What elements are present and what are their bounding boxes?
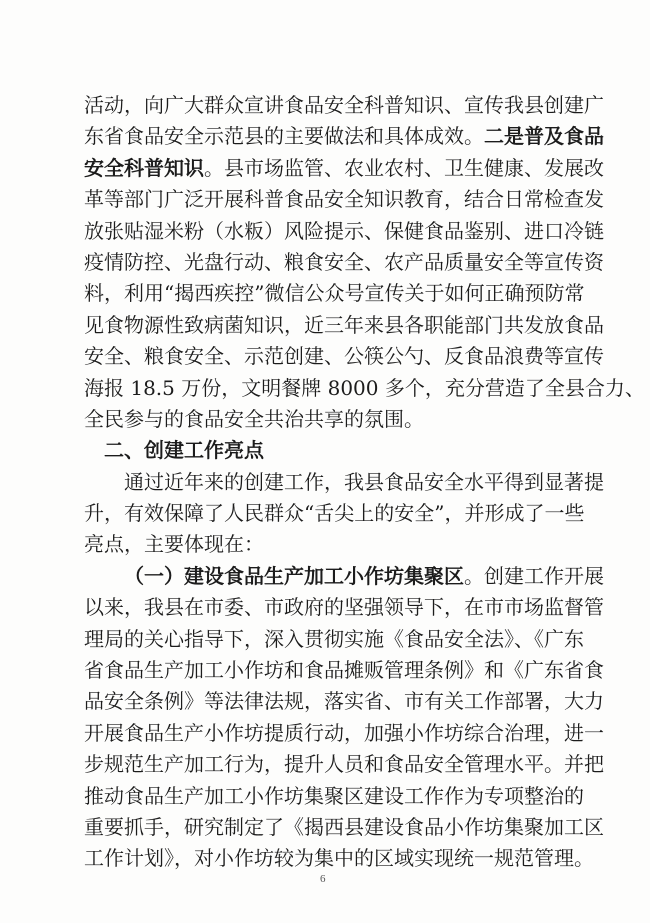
text-run: 疫情防控、光盘行动、粮食安全、农产品质量安全等宣传资	[84, 249, 604, 274]
text-run: 品安全条例》等法律法规，落实省、市有关工作部署，大力	[84, 689, 604, 714]
text-run: 放张贴湿米粉（水粄）风险提示、保健食品鉴别、进口冷链	[84, 218, 604, 243]
paragraph-workshop-cluster	[84, 561, 604, 875]
text-run: 开展食品生产小作坊提质行动，加强小作坊综合治理，进一	[84, 720, 604, 745]
text-run: 革等部门广泛开展科普食品安全知识教育，结合日常检查发	[84, 187, 604, 212]
text-run: 步规范生产加工行为，提升人员和食品安全管理水平。并把	[84, 752, 604, 777]
text-line	[84, 467, 604, 498]
text-line	[84, 404, 584, 435]
text-run: 工作计划》，对小作坊较为集中的区域实现统一规范管理。	[84, 846, 594, 871]
text-run: 。创建工作开展	[464, 563, 604, 588]
text-line	[84, 592, 604, 623]
text-line	[84, 561, 604, 592]
text-line	[84, 781, 584, 812]
text-line	[84, 278, 584, 309]
text-line	[84, 812, 604, 843]
text-run: 料，利用“揭西疾控”微信公众号宣传关于如何正确预防常	[84, 281, 585, 306]
paragraph-highlights-intro	[84, 467, 604, 561]
text-line	[84, 686, 604, 717]
page-number: 6	[320, 873, 326, 885]
text-run: 亮点，主要体现在：	[84, 532, 264, 557]
text-run: 推动食品生产加工小作坊集聚区建设工作作为专项整治的	[84, 783, 584, 808]
bold-text-run: 安全科普知识	[84, 155, 204, 180]
text-run: 重要抓手，研究制定了《揭西县建设食品小作坊集聚加工区	[84, 814, 604, 839]
text-run: 通过近年来的创建工作，我县食品安全水平得到显著提	[124, 469, 604, 494]
text-line	[84, 153, 604, 184]
text-line	[84, 655, 604, 686]
text-line	[84, 718, 604, 749]
text-run: 省食品生产加工小作坊和食品摊贩管理条例》和《广东省食	[84, 658, 604, 683]
text-line	[84, 341, 604, 372]
bold-text-run: （一）建设食品生产加工小作坊集聚区	[124, 563, 464, 588]
text-line	[84, 749, 604, 780]
text-line	[84, 90, 604, 121]
text-line	[84, 529, 584, 560]
text-run: 全民参与的食品安全共治共享的氛围。	[84, 406, 424, 431]
text-line	[84, 310, 604, 341]
text-line	[84, 498, 584, 529]
text-run: 活动，向广大群众宣讲食品安全科普知识、宣传我县创建广	[84, 93, 604, 117]
text-line	[84, 121, 604, 152]
text-run: 。县市场监管、农业农村、卫生健康、发展改	[204, 155, 604, 180]
text-line	[84, 247, 604, 278]
text-run: 以来，我县在市委、市政府的坚强领导下，在市市场监督管	[84, 595, 604, 620]
text-run: 东省食品安全示范县的主要做法和具体成效。	[84, 124, 484, 149]
text-line	[84, 184, 604, 215]
text-run: 理局的关心指导下，深入贯彻实施《食品安全法》、《广东	[84, 626, 584, 651]
text-run: 安全、粮食安全、示范创建、公筷公勺、反食品浪费等宣传	[84, 344, 604, 369]
paragraph-public-outreach	[84, 90, 645, 435]
text-run: 海报 18.5 万份，文明餐牌 8000 多个，充分营造了全县合力、	[84, 375, 645, 400]
text-line	[84, 373, 645, 404]
section-heading: 二、创建工作亮点	[104, 438, 264, 463]
bold-text-run: 二是普及食品	[484, 124, 604, 149]
text-run: 升，有效保障了人民群众“舌尖上的安全”，并形成了一些	[84, 501, 585, 526]
text-line	[84, 216, 604, 247]
document-body	[84, 90, 645, 875]
text-line	[84, 843, 594, 874]
text-run: 见食物源性致病菌知识，近三年来县各职能部门共发放食品	[84, 312, 604, 337]
text-line	[84, 624, 584, 655]
